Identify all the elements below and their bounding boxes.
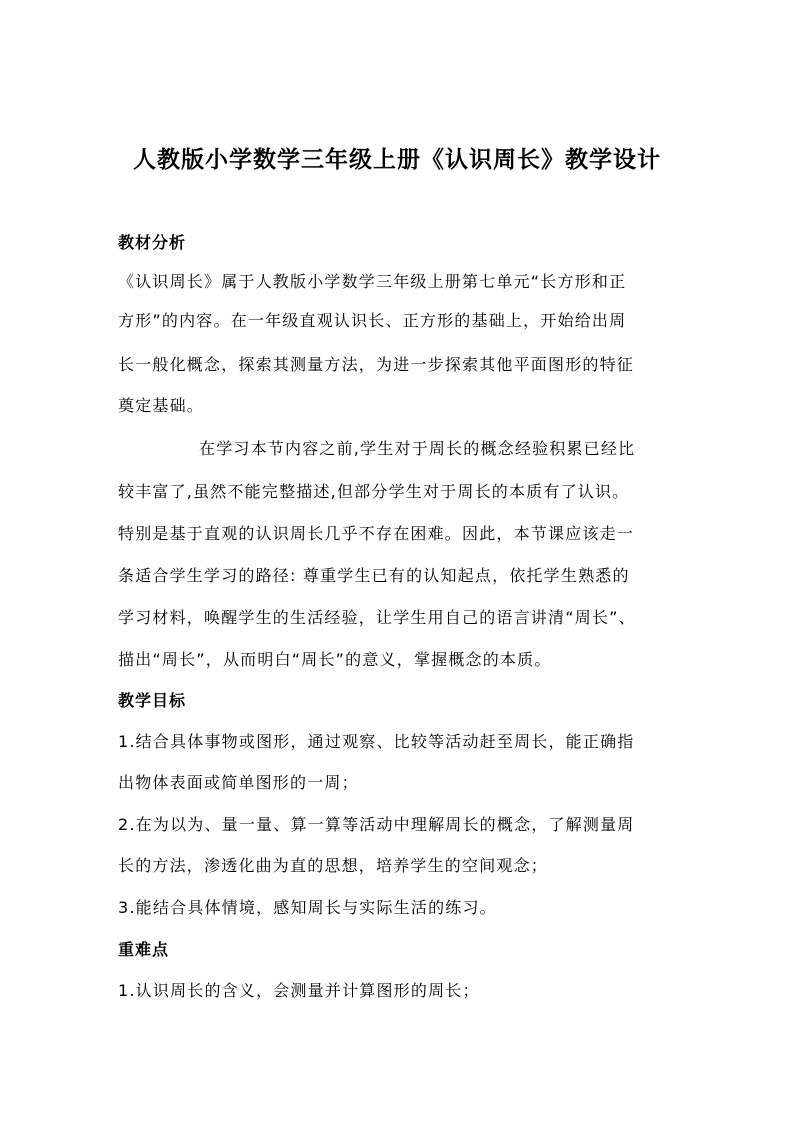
paragraph-line: 学习材料，唤醒学生的生活经验，让学生用自己的语言讲清“周长”、 bbox=[118, 608, 636, 627]
paragraph-line: 长一般化概念，探索其测量方法，为进一步探索其他平面图形的特征 bbox=[118, 355, 635, 374]
paragraph-line: 方形”的内容。在一年级直观认识长、正方形的基础上，开始给出周 bbox=[118, 311, 627, 330]
list-item: 1.结合具体事物或图形，通过观察、比较等活动赶至周长，能正确指 bbox=[118, 732, 635, 751]
page-title: 人教版小学数学三年级上册《认识周长》教学设计 bbox=[133, 146, 661, 173]
paragraph-line: 特别是基于直观的认识周长几乎不存在困难。因此，本节课应该走一 bbox=[118, 524, 635, 543]
list-item: 出物体表面或简单图形的一周； bbox=[118, 773, 359, 792]
section-heading-keypoints: 重难点 bbox=[118, 940, 170, 959]
list-item: 2.在为以为、量一量、算一算等活动中理解周长的概念，了解测量周 bbox=[118, 815, 635, 834]
list-item: 长的方法，渗透化曲为直的思想，培养学生的空间观念； bbox=[118, 856, 549, 875]
paragraph-line: 描出“周长”，从而明白“周长”的意义，掌握概念的本质。 bbox=[118, 650, 552, 669]
paragraph-line: 在学习本节内容之前,学生对于周长的概念经验积累已经比 bbox=[199, 439, 636, 458]
list-item: 1.认识周长的含义，会测量并计算图形的周长； bbox=[118, 981, 480, 1000]
paragraph-line: 奠定基础。 bbox=[118, 396, 205, 415]
paragraph-line: 《认识周长》属于人教版小学数学三年级上册第七单元“长方形和正 bbox=[118, 272, 627, 291]
paragraph-line: 较丰富了,虽然不能完整描述,但部分学生对于周长的本质有了认识。 bbox=[118, 482, 630, 501]
section-heading-goals: 教学目标 bbox=[118, 691, 187, 710]
section-heading-analysis: 教材分析 bbox=[118, 233, 187, 252]
list-item: 3.能结合具体情境，感知周长与实际生活的练习。 bbox=[118, 898, 497, 917]
paragraph-line: 条适合学生学习的路径: 尊重学生已有的认知起点，依托学生熟悉的 bbox=[118, 566, 630, 585]
